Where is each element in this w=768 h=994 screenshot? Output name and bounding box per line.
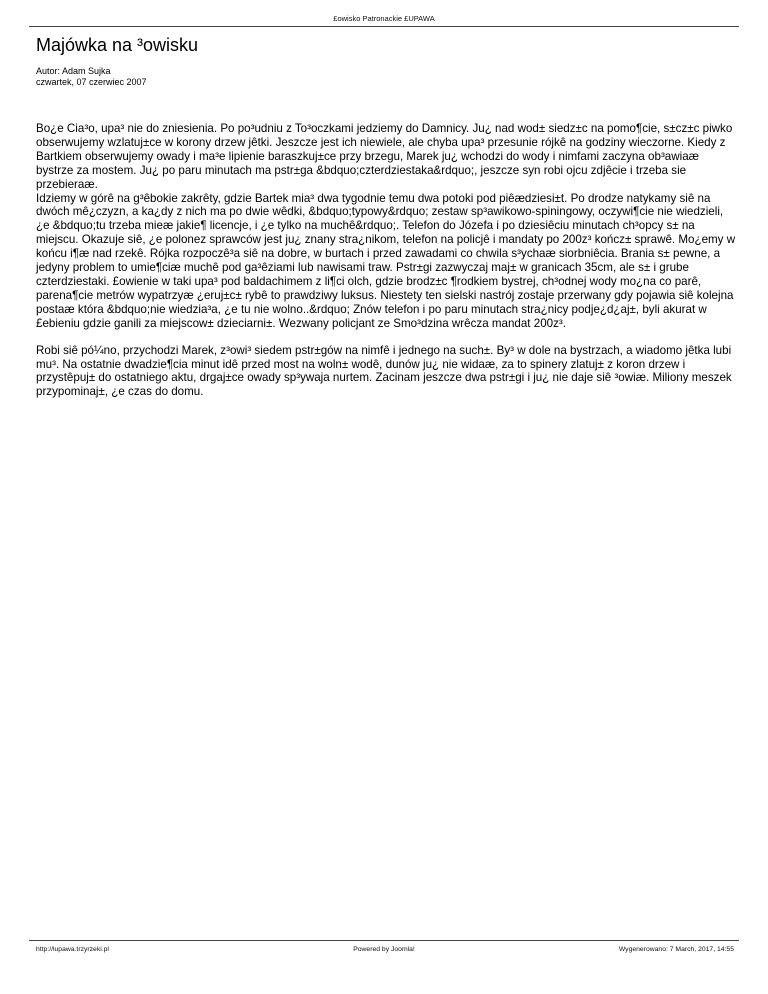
article-paragraph-1: Bo¿e Cia³o, upa³ nie do zniesienia. Po po³udniu z To³oczkami jedziemy do Damnicy. Ju¿ nad wod± siedz±c na pomo¶cie, s±cz±c piwko obserwujemy wzlatuj±ce w korony drzew jêtki. Jeszcze jest ich niewiele, ale chyba upa³ przesunie rójkê na godziny wieczorne. Kiedy z Bartkiem obserwujemy owady i ma³e lipienie baraszkuj±ce przy brzegu, Marek ju¿ wchodzi do wody i nimfami zaczyna ob³awiaæ bystrze za mostem. Ju¿ po paru minutach ma pstr±ga &bdquo;czterdziestaka&rdquo;, jeszcze syn robi ojcu zdjêcie i trzeba sie przebieraæ. Idziemy w górê na g³êbokie zakrêty, gdzie Bartek mia³ dwa tygodnie temu dwa potoki pod piêædziesi±t. Po drodze natykamy siê na dwóch mê¿czyzn, a ka¿dy z nich ma po dwie wêdki, &bdquo;typowy&rdquo; zestaw sp³awikowo-spiningowy, oczywi¶cie nie wiedzieli, ¿e &bdquo;tu trzeba mieæ jakie¶ licencje, i ¿e tylko na muchê&rdquo;. Telefon do Józefa i po dziesiêciu minutach ch³opcy s± na miejscu. Okazuje siê, ¿e polonez sprawców jest ju¿ znany stra¿nikom, telefon na policjê i mandaty po 200z³ kończ± sprawê. Mo¿emy w końcu i¶æ nad rzekê. Rójka rozpoczê³a siê na dobre, w burtach i przed zawadami co chwila s³ychaæ siorbniêcia. Brania s± pewne, a jedyny problem to umie¶ciæ muchê pod ga³êziami lub nawisami traw. Pstr±gi zazwyczaj maj± w granicach 35cm, ale s± i grube czterdziestaki. £owienie w taki upa³ pod baldachimem z li¶ci olch, gdzie brodz±c ¶rodkiem bystrej, ch³odnej wody mo¿na co parê, parena¶cie metrów wypatrzyæ ¿eruj±c± rybê to prawdziwy luksus. Niestety ten sielski nastrój zostaje przerwany gdy pojawia siê kolejna postaæ która &bdquo;nie wiedzia³a, ¿e tu nie wolno..&rdquo; Znów telefon i po paru minutach stra¿nicy podje¿d¿aj±, byli akurat w £ebieniu gdzie ganili za miejscow± dzieciarni±. Wezwany policjant ze Smo³dzina wrêcza mandat 200z³.	[36, 122, 736, 330]
page-footer	[0, 946, 768, 956]
author-line: Autor: Adam Sujka	[36, 66, 111, 76]
footer-generated: Wygenerowano: 7 March, 2017, 14:55	[618, 946, 734, 953]
header-divider	[29, 26, 739, 27]
footer-powered-by: Powered by Joomla!	[353, 946, 415, 953]
footer-divider	[29, 940, 739, 941]
footer-url-link[interactable]: http://lupawa.trzyrzeki.pl	[36, 946, 109, 953]
article-title: Majówka na ³owisku	[36, 35, 199, 55]
article-paragraph-2: Robi siê pó¼no, przychodzi Marek, z³owi³ siedem pstr±gów na nimfê i jednego na such±. By³ w dole na bystrzach, a wiadomo jêtka lubi mu³. Na ostatnie dwadzie¶cia minut idê przed most na woln± wodê, dunów ju¿ nie widaæ, za to spinery zlatuj± z koron drzew i przystêpuj± do ostatniego aktu, drgaj±ce owady sp³ywaja nurtem. Zacinam jeszcze dwa pstr±gi i ju¿ nie daje siê ³owiæ. Miliony meszek przypominaj±, ¿e czas do domu.	[36, 343, 732, 399]
date-line: czwartek, 07 czerwiec 2007	[36, 76, 147, 87]
article-meta	[36, 66, 147, 87]
article-body	[36, 122, 736, 412]
page-header: £owisko Patronackie £UPAWA	[333, 14, 435, 23]
